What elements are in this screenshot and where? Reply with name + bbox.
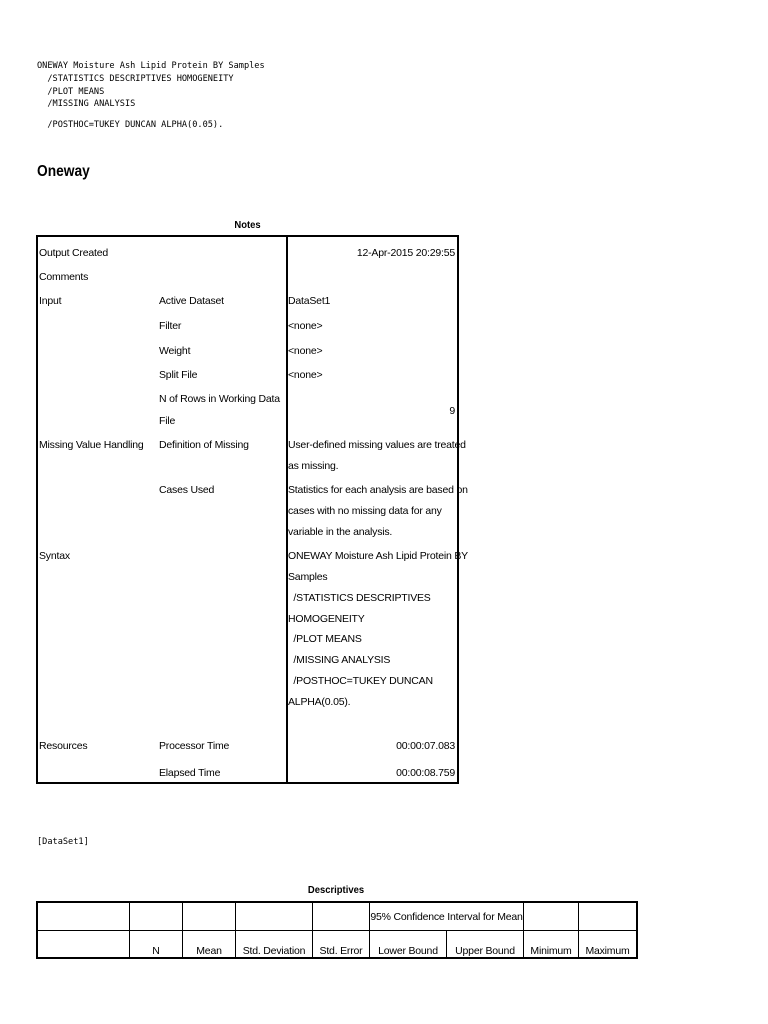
syntax-value-line: /MISSING ANALYSIS [288, 654, 391, 666]
syntax-value-line: /PLOT MEANS [288, 633, 362, 645]
header-spacer [524, 902, 579, 931]
section-title: Oneway [37, 163, 90, 180]
syntax-line: /PLOT MEANS [37, 86, 105, 97]
header-spacer [236, 902, 313, 931]
active-dataset-value: DataSet1 [288, 295, 331, 307]
header-spacer [130, 902, 183, 931]
header-spacer [313, 902, 370, 931]
column-header-mean: Mean [183, 931, 236, 959]
syntax-value-line: ONEWAY Moisture Ash Lipid Protein BY [288, 550, 468, 562]
column-header-std-deviation: Std. Deviation [236, 931, 313, 959]
input-label: Input [39, 295, 62, 307]
descriptives-header-row [37, 902, 637, 931]
column-header-std-error: Std. Error [313, 931, 370, 959]
cases-used-value: variable in the analysis. [288, 526, 393, 538]
weight-value: <none> [288, 345, 323, 357]
elapsed-time-label: Elapsed Time [159, 767, 221, 779]
syntax-line: /STATISTICS DESCRIPTIVES HOMOGENEITY [37, 73, 234, 84]
comments-label: Comments [39, 271, 89, 283]
syntax-line: ONEWAY Moisture Ash Lipid Protein BY Samples [37, 61, 265, 71]
notes-table [36, 235, 468, 784]
descriptives-column-row [37, 931, 637, 959]
processor-time-label: Processor Time [159, 740, 230, 752]
filter-value: <none> [288, 320, 323, 332]
column-header-maximum: Maximum [579, 931, 638, 959]
descriptives-table [36, 901, 638, 959]
cases-used-value: Statistics for each analysis are based on [288, 484, 468, 496]
syntax-value-line: HOMOGENEITY [288, 613, 365, 625]
syntax-value-line: ALPHA(0.05). [288, 696, 351, 708]
definition-of-missing-value: as missing. [288, 460, 339, 472]
n-rows-label: N of Rows in Working Data [159, 393, 280, 405]
weight-label: Weight [159, 345, 191, 357]
output-created-value: 12-Apr-2015 20:29:55 [356, 247, 455, 259]
active-dataset-label: Active Dataset [159, 295, 224, 307]
notes-caption: Notes [234, 219, 261, 231]
split-file-label: Split File [159, 369, 198, 381]
definition-of-missing-value: User-defined missing values are treated [288, 439, 466, 451]
split-file-value: <none> [288, 369, 323, 381]
processor-time-value: 00:00:07.083 [396, 740, 455, 752]
column-header-upper-bound: Upper Bound [447, 931, 524, 959]
syntax-block [37, 60, 265, 132]
syntax-label: Syntax [39, 550, 70, 562]
row-label-header [37, 931, 130, 959]
header-spacer [579, 902, 638, 931]
filter-label: Filter [159, 320, 182, 332]
missing-value-handling-label: Missing Value Handling [39, 439, 144, 451]
cases-used-label: Cases Used [159, 484, 215, 496]
syntax-line: /POSTHOC=TUKEY DUNCAN ALPHA(0.05). [37, 120, 224, 131]
descriptives-caption: Descriptives [307, 884, 365, 896]
row-label-header [37, 902, 130, 931]
column-header-lower-bound: Lower Bound [370, 931, 447, 959]
cases-used-value: cases with no missing data for any [288, 505, 442, 517]
definition-of-missing-label: Definition of Missing [159, 439, 249, 451]
ci-header: 95% Confidence Interval for Mean [370, 902, 524, 931]
n-rows-value: 9 [449, 405, 455, 417]
n-rows-label: File [159, 415, 176, 427]
resources-label: Resources [39, 740, 88, 752]
syntax-value-line: /POSTHOC=TUKEY DUNCAN [288, 675, 433, 687]
header-spacer [183, 902, 236, 931]
syntax-value-line: /STATISTICS DESCRIPTIVES [288, 592, 431, 604]
syntax-value-line: Samples [288, 571, 328, 583]
column-header-n: N [130, 931, 183, 959]
elapsed-time-value: 00:00:08.759 [396, 767, 455, 779]
column-header-minimum: Minimum [524, 931, 579, 959]
syntax-line: /MISSING ANALYSIS [37, 99, 136, 110]
output-created-label: Output Created [39, 247, 108, 259]
dataset-tag: [DataSet1] [37, 837, 89, 847]
